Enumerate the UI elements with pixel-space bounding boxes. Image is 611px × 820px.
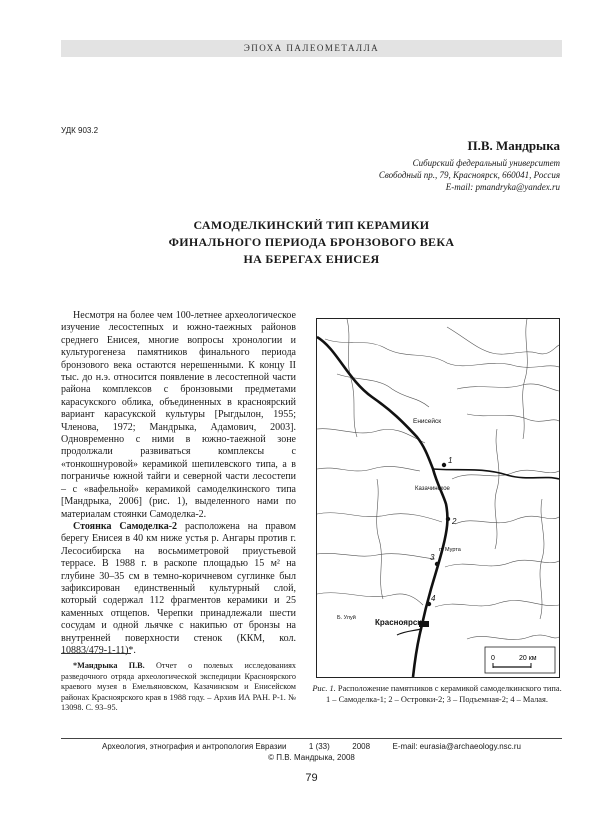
title-line-3: НА БЕРЕГАХ ЕНИСЕЯ <box>243 252 380 266</box>
caption-text: Расположение памятников с керамикой самоделкинского типа. <box>337 684 562 693</box>
footer-copyright: © П.В. Мандрыка, 2008 <box>268 753 355 762</box>
page-footer <box>61 741 562 763</box>
angara-river <box>433 469 559 479</box>
paragraph-2-text: расположена на правом берегу Енисея в 40 км ниже устья р. Ангары против г. Лесосибирска на восьмиметровой приустьевой террасе. В 1988 г. в раскопе площадью 15 м² на глубине 30–35 см в темно-коричневом суглинке был зафиксирован единственный культурный слой, который содержал 112 фрагментов керамики и 25 каменных отщепов. Черепки принадлежали шести сосудам и одной льячке с накипью от бронзы на внутренней поверхности стенок (ККМ, кол. 10883/479-1-11)*. <box>61 520 297 656</box>
footnote-text: Отчет о полевых исследованиях разведочного отряда археологической экспедиции Красноярского краевого музея в Емельяновском, Казачинском и Енисейском районах Красноярского края в 1988 году. – Архив ИА РАН. Р-1. № 13098. С. 93–95. <box>61 661 297 713</box>
scale-bar <box>485 647 555 673</box>
map-figure <box>316 318 560 678</box>
article-title <box>61 217 562 268</box>
caption-label: Рис. 1. <box>312 684 336 693</box>
site-marker-1 <box>442 463 446 467</box>
paragraph-2-runin: Стоянка Самоделка-2 <box>73 520 178 532</box>
site-marker-3 <box>435 562 439 566</box>
journal-year: 2008 <box>352 742 371 751</box>
label-site-3: 3 <box>430 553 435 562</box>
section-title: ЭПОХА ПАЛЕОМЕТАЛЛА <box>243 43 380 53</box>
scale-label-km: 20 км <box>519 655 537 662</box>
site-marker-2 <box>446 517 450 521</box>
label-bolshoy-uluy: Б. Улуй <box>337 615 356 621</box>
caption-main <box>308 684 566 695</box>
map-labels <box>337 417 462 627</box>
title-line-1: САМОДЕЛКИНСКИЙ ТИП КЕРАМИКИ <box>193 218 430 232</box>
label-krasnoyarsk: Красноярск <box>375 618 422 627</box>
journal-email: E-mail: eurasia@archaeology.nsc.ru <box>392 742 522 751</box>
footnote-rule <box>61 653 131 654</box>
footnote <box>61 661 296 714</box>
label-murta: п. Мурта <box>439 547 461 553</box>
map-svg <box>317 319 559 677</box>
kan-river <box>397 629 421 635</box>
page-number: 79 <box>305 772 318 784</box>
section-header <box>61 40 562 57</box>
label-site-2: 2 <box>452 517 457 526</box>
body-text <box>61 310 296 657</box>
title-line-2: ФИНАЛЬНОГО ПЕРИОДА БРОНЗОВОГО ВЕКА <box>168 235 455 249</box>
label-yeniseysk: Енисейск <box>413 418 442 425</box>
author-name: П.В. Мандрыка <box>467 138 560 153</box>
figure-caption <box>308 684 566 706</box>
paragraph-2 <box>61 521 296 657</box>
paragraph-1: Несмотря на более чем 100-летнее археологическое изучение лесостепных и южно-таежных районов среднего Енисея, многие вопросы хронологии и культурогенеза памятников финального периода бронзового века остаются нерешенными. К концу II тыс. до н.э. относится появление в лесостепной части района комплексов с бронзовыми предметами карасукского облика, объединенных в красноярский вариант карасукской культуры [Рыгдылон, 1955; Членова, 1972; Мандрыка, Адамович, 2003]. Одновременно с ними в южно-таежной зоне продолжали развиваться комплексы с «тонкошнуровой» керамикой шепилевского типа, а в пограничье южной тайги и северной части лесостепи – с «вафельной» керамикой самоделкинского типа [Мандрыка, 2006] (рис. 1), выделенного нами по материалам стоянки Самоделка-2. <box>61 310 296 520</box>
label-kazachinskoe: Казачинское <box>415 486 450 492</box>
label-site-4: 4 <box>431 594 436 603</box>
author-address: Свободный пр., 79, Красноярск, 660041, Россия <box>378 170 560 180</box>
caption-legend: 1 – Самоделка-1; 2 – Островки-2; 3 – Подъемная-2; 4 – Малая. <box>326 694 548 704</box>
author-block <box>379 138 560 193</box>
footer-rule <box>61 738 562 739</box>
author-affiliation: Сибирский федеральный университет <box>412 158 560 168</box>
label-site-1: 1 <box>448 456 453 465</box>
footer-line-1 <box>61 741 562 752</box>
journal-issue: 1 (33) <box>308 742 330 751</box>
scale-label-zero: 0 <box>491 655 495 662</box>
author-email: E-mail: pmandryka@yandex.ru <box>445 182 560 192</box>
journal-title: Археология, этнография и антропология Евразии <box>101 742 287 751</box>
footnote-author: *Мандрыка П.В. <box>73 661 145 670</box>
udk-code: УДК 903.2 <box>61 126 99 135</box>
tributary-rivers <box>317 319 559 640</box>
